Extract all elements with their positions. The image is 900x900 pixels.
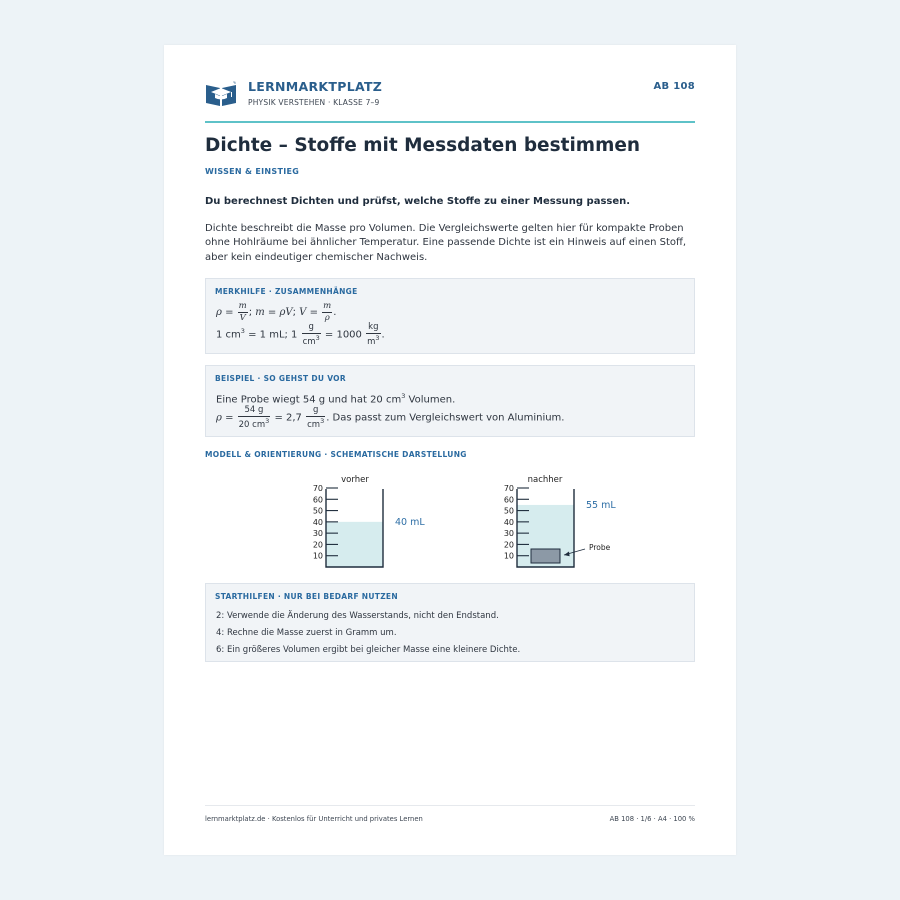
scale-label: 70 <box>312 484 323 493</box>
starthilfen-box <box>205 583 695 662</box>
exponent: 3 <box>320 416 325 425</box>
scale-label: 30 <box>312 529 323 539</box>
denominator <box>306 417 325 429</box>
cylinder-after-label: nachher <box>527 475 563 485</box>
equals: = <box>221 412 237 424</box>
volume-before-label: 40 mL <box>395 516 425 528</box>
hint-item: 4: Rechne die Masse zuerst in Gramm um. <box>216 628 397 638</box>
scale-label: 50 <box>312 506 323 516</box>
example-line-2 <box>216 406 564 429</box>
hint-item: 2: Verwende die Änderung des Wasserstands, nicht den Endstand. <box>216 611 499 621</box>
scale-label: 10 <box>312 551 323 561</box>
merkhilfe-box <box>205 278 695 354</box>
unit-cm: cm <box>302 336 316 347</box>
separator: ; <box>248 307 256 318</box>
numerator: m <box>323 301 332 311</box>
hint-item: 6: Ein größeres Volumen ergibt bei gleicher Masse eine kleinere Dichte. <box>216 645 521 655</box>
fraction-kg-per-m3 <box>366 323 380 346</box>
cylinder-after <box>504 475 617 567</box>
rho-symbol: ρ <box>216 307 222 318</box>
exponent: 3 <box>240 327 245 336</box>
brand-subtitle: PHYSIK VERSTEHEN · KLASSE 7–9 <box>248 98 380 107</box>
exponent: 3 <box>265 416 270 425</box>
starthilfen-title: STARTHILFEN · NUR BEI BEDARF NUTZEN <box>215 592 398 601</box>
fraction-m-over-rho <box>322 302 332 322</box>
intro-paragraph: Dichte beschreibt die Masse pro Volumen. Die Vergleichswerte gelten hier für kompakte Proben ohne Hohlräume bei ähnlicher Temperatur. Eine passende Dichte ist ein Hinweis auf einen Stoff, aber kein eindeutiger chemischer Nachweis. <box>205 223 687 263</box>
denominator <box>238 417 271 429</box>
denominator: V <box>239 312 246 323</box>
numerator: 54 g <box>238 406 271 417</box>
scale-label: 40 <box>503 517 514 527</box>
formula-line-2 <box>216 323 385 346</box>
denominator <box>302 334 321 346</box>
unit-cm: cm <box>307 419 321 430</box>
section-label: WISSEN & EINSTIEG <box>205 167 300 176</box>
rho-v-term: ρV <box>279 307 293 318</box>
period: . <box>381 329 385 341</box>
conclusion-text: . Das passt zum Vergleichswert von Aluminium. <box>326 412 565 424</box>
numerator: g <box>302 323 321 334</box>
conversion-text: = 1000 <box>321 329 366 341</box>
footer-divider <box>205 805 695 806</box>
fraction-m-over-v <box>238 302 248 322</box>
rho-symbol: ρ <box>216 412 222 424</box>
merkhilfe-title: MERKHILFE · ZUSAMMENHÄNGE <box>215 287 358 296</box>
scale-label: 20 <box>312 540 323 550</box>
cylinder-diagram <box>205 465 695 580</box>
volume-after-label: 55 mL <box>586 499 616 511</box>
equals: = <box>221 307 237 318</box>
denominator-value: 20 cm <box>238 419 266 430</box>
beispiel-title: BEISPIEL · SO GEHST DU VOR <box>215 374 346 383</box>
numerator: m <box>238 301 247 311</box>
scale-label: 10 <box>503 551 514 561</box>
fraction-g-per-cm3 <box>302 323 321 346</box>
example-text-end: Volumen. <box>405 394 456 406</box>
scale-label: 30 <box>503 529 514 539</box>
denominator <box>366 334 380 346</box>
equals: = <box>306 307 322 318</box>
scale-label: 60 <box>503 495 514 505</box>
probe-label: Probe <box>589 543 611 552</box>
scale-label: 40 <box>312 517 323 527</box>
exponent: 3 <box>315 333 320 342</box>
mass-symbol: m <box>255 307 265 318</box>
fraction-54g-over-20cm3 <box>238 406 271 429</box>
scale-label: 70 <box>503 484 514 493</box>
result-value: = 2,7 <box>271 412 306 424</box>
page-title: Dichte – Stoffe mit Messdaten bestimmen <box>205 135 641 156</box>
cylinder-before-label: vorher <box>341 475 369 485</box>
volume-symbol: V <box>299 307 307 318</box>
beispiel-box <box>205 365 695 437</box>
book-graduation-cap-icon <box>205 81 237 107</box>
equals: = <box>264 307 280 318</box>
numerator: g <box>306 406 325 417</box>
scale-label: 20 <box>503 540 514 550</box>
probe-block <box>531 549 560 563</box>
separator: ; <box>292 307 300 318</box>
numerator: kg <box>366 323 380 334</box>
example-line-1 <box>216 392 455 405</box>
worksheet-code: AB 108 <box>653 81 695 92</box>
exponent: 3 <box>375 333 380 342</box>
example-text: Eine Probe wiegt 54 g und hat 20 cm <box>216 394 402 406</box>
header <box>205 79 695 123</box>
unit-m: m <box>367 336 376 347</box>
denominator: ρ <box>324 312 330 323</box>
model-title: MODELL & ORIENTIERUNG · SCHEMATISCHE DARSTELLUNG <box>205 450 467 459</box>
cylinder-before <box>313 475 426 567</box>
scale-label: 50 <box>503 506 514 516</box>
unit-ml-text: = 1 mL; 1 <box>244 329 301 341</box>
brand-name: LERNMARKTPLATZ <box>248 79 383 94</box>
footer-left: lernmarktplatz.de · Kostenlos für Unterricht und privates Lernen <box>205 815 423 823</box>
footer-right: AB 108 · 1/6 · A4 · 100 % <box>609 815 695 823</box>
lead-text: Du berechnest Dichten und prüfst, welche Stoffe zu einer Messung passen. <box>205 196 631 207</box>
period: . <box>333 307 337 318</box>
formula-line-1 <box>216 302 336 322</box>
fraction-g-per-cm3 <box>306 406 325 429</box>
header-divider <box>205 121 695 123</box>
scale-label: 60 <box>312 495 323 505</box>
worksheet-page <box>164 45 736 855</box>
unit-cm: 1 cm <box>216 329 241 341</box>
exponent: 3 <box>401 392 406 400</box>
